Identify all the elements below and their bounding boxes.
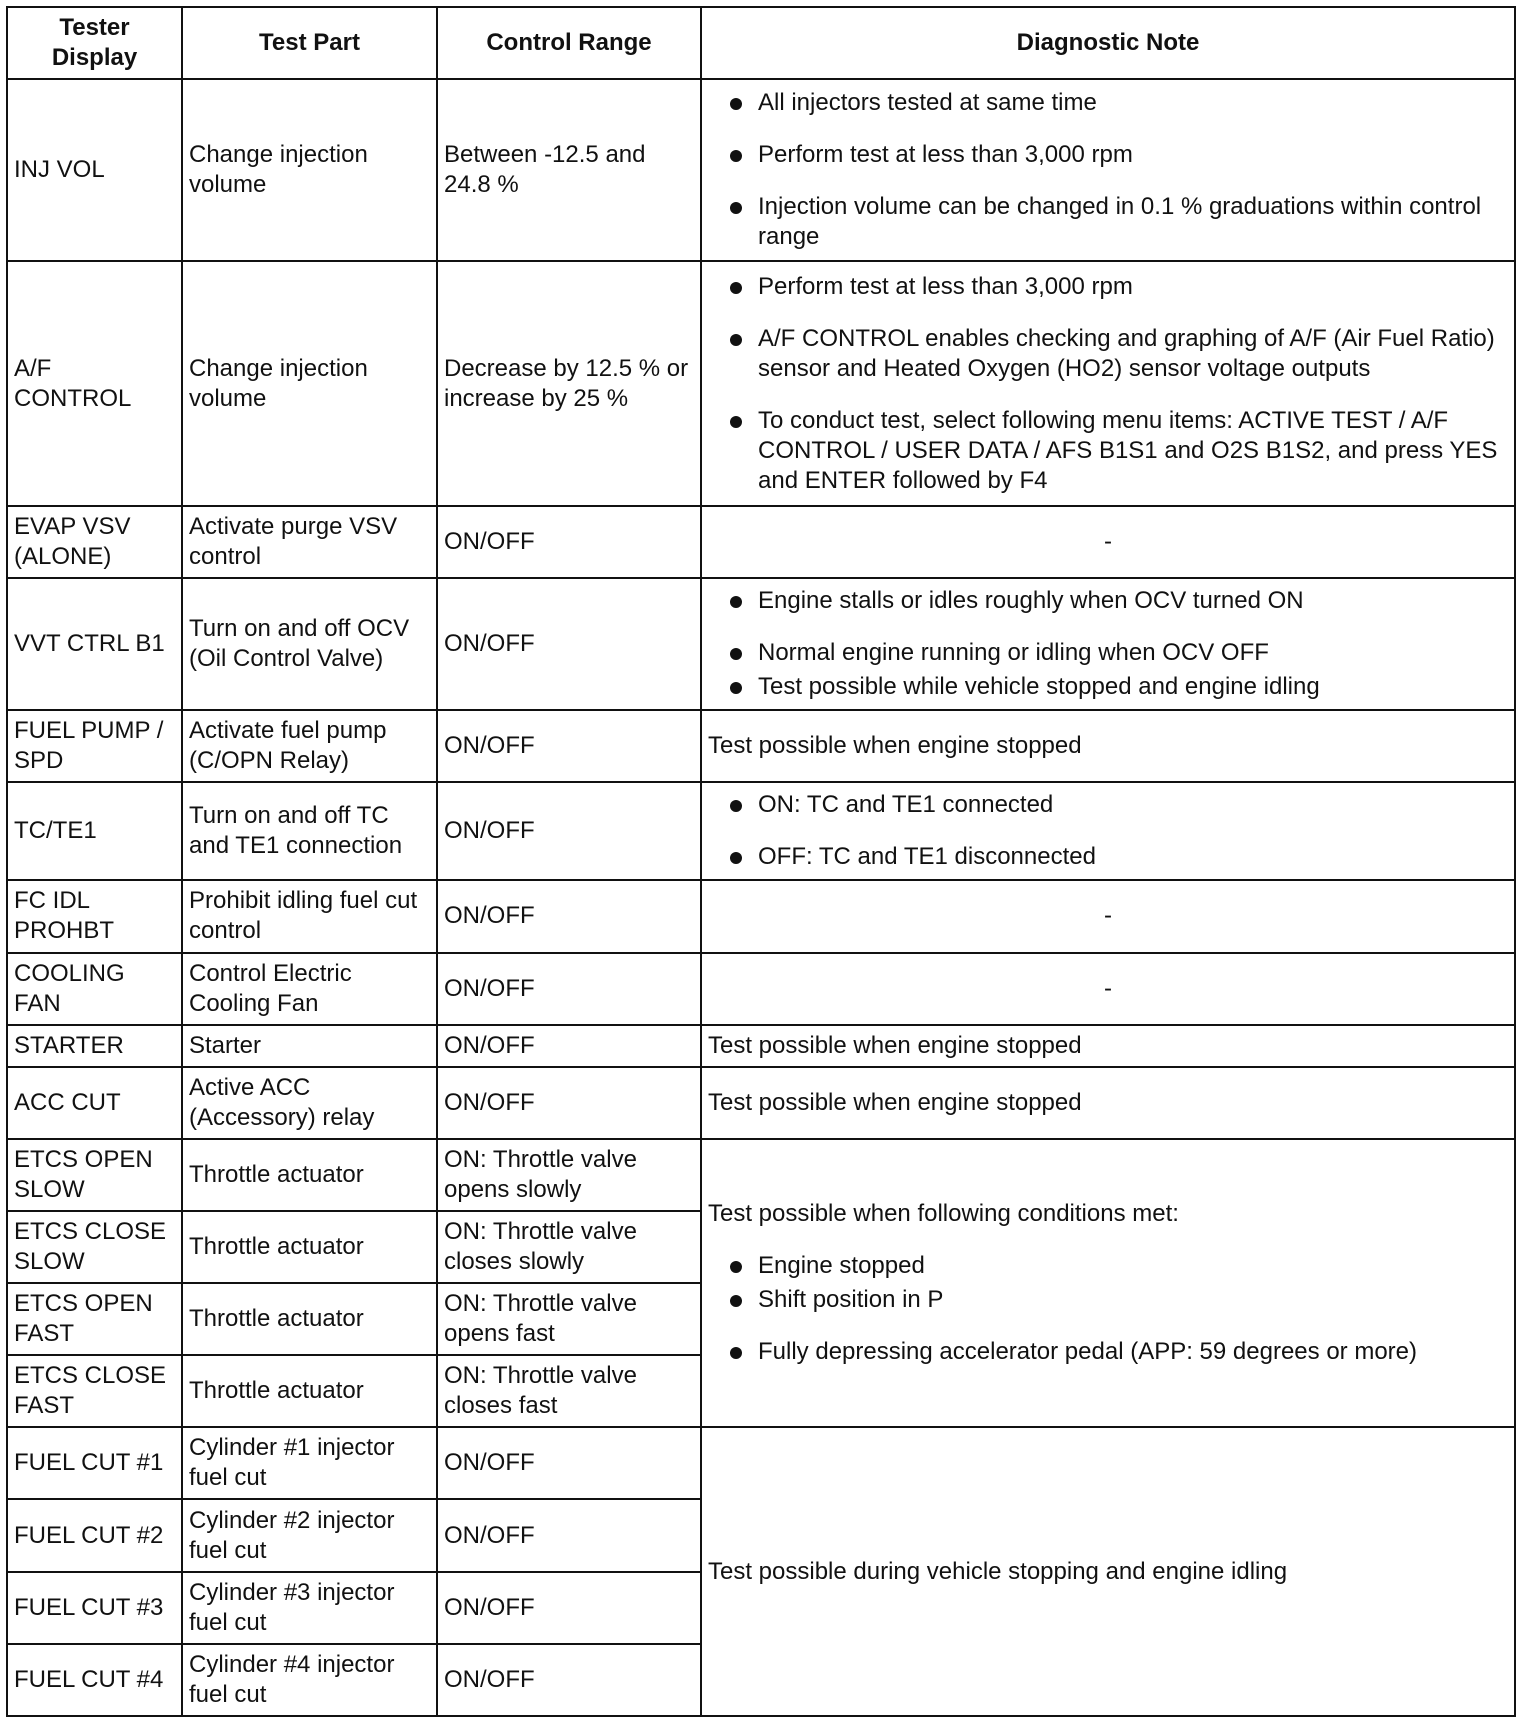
header-tester-display: Tester Display (7, 7, 182, 79)
note-bullet-list (708, 790, 1508, 872)
tester-display-cell: ETCS OPEN FAST (7, 1283, 182, 1355)
control-range-cell: ON/OFF (437, 880, 701, 952)
table-row (7, 1067, 1515, 1139)
tester-display-cell: A/F CONTROL (7, 261, 182, 505)
header-test-part: Test Part (182, 7, 437, 79)
test-part-cell: Active ACC (Accessory) relay (182, 1067, 437, 1139)
control-range-cell: ON/OFF (437, 1572, 701, 1644)
note-bullet: Injection volume can be changed in 0.1 % graduations within control range (708, 192, 1508, 252)
note-bullet: All injectors tested at same time (708, 88, 1508, 118)
test-part-cell: Cylinder #4 injector fuel cut (182, 1644, 437, 1716)
test-part-cell: Activate fuel pump (C/OPN Relay) (182, 710, 437, 782)
control-range-cell: ON: Throttle valve opens fast (437, 1283, 701, 1355)
diagnostic-note-cell (701, 261, 1515, 505)
note-bullet: Fully depressing accelerator pedal (APP: 59 degrees or more) (708, 1337, 1508, 1367)
diagnostic-note-cell: Test possible when engine stopped (701, 1025, 1515, 1067)
table-row (7, 782, 1515, 880)
control-range-cell: ON: Throttle valve opens slowly (437, 1139, 701, 1211)
tester-display-cell: FUEL CUT #2 (7, 1499, 182, 1571)
control-range-cell: Between -12.5 and 24.8 % (437, 79, 701, 261)
test-part-cell: Control Electric Cooling Fan (182, 953, 437, 1025)
note-bullet: Perform test at less than 3,000 rpm (708, 272, 1508, 302)
tester-display-cell: VVT CTRL B1 (7, 578, 182, 710)
test-part-cell: Starter (182, 1025, 437, 1067)
control-range-cell: ON/OFF (437, 953, 701, 1025)
test-part-cell: Cylinder #1 injector fuel cut (182, 1427, 437, 1499)
note-bullet-list (708, 586, 1508, 702)
note-bullet: To conduct test, select following menu items: ACTIVE TEST / A/F CONTROL / USER DATA / AFS B1S1 and O2S B1S2, and press YES and ENTER followed by F4 (708, 406, 1508, 496)
test-part-cell: Throttle actuator (182, 1283, 437, 1355)
diagnostic-note-cell: Test possible when engine stopped (701, 710, 1515, 782)
diagnostic-note-cell (701, 782, 1515, 880)
note-bullet: Test possible while vehicle stopped and engine idling (708, 672, 1508, 702)
diagnostic-note-cell: - (701, 953, 1515, 1025)
note-bullet-list (708, 1251, 1508, 1367)
control-range-cell: ON/OFF (437, 710, 701, 782)
diagnostic-note-cell: Test possible during vehicle stopping and engine idling (701, 1427, 1515, 1716)
control-range-cell: ON/OFF (437, 1499, 701, 1571)
note-bullet: Engine stalls or idles roughly when OCV turned ON (708, 586, 1508, 616)
test-part-cell: Throttle actuator (182, 1355, 437, 1427)
table-row (7, 710, 1515, 782)
diagnostic-note-cell: - (701, 880, 1515, 952)
tester-display-cell: FUEL CUT #1 (7, 1427, 182, 1499)
table-row (7, 1025, 1515, 1067)
control-range-cell: ON/OFF (437, 782, 701, 880)
control-range-cell: ON/OFF (437, 578, 701, 710)
diagnostic-note-cell (701, 79, 1515, 261)
active-test-table (6, 6, 1516, 1717)
test-part-cell: Cylinder #3 injector fuel cut (182, 1572, 437, 1644)
table-row (7, 261, 1515, 505)
header-row (7, 7, 1515, 79)
note-bullet: Normal engine running or idling when OCV OFF (708, 638, 1508, 668)
tester-display-cell: FUEL CUT #4 (7, 1644, 182, 1716)
control-range-cell: ON/OFF (437, 506, 701, 578)
test-part-cell: Activate purge VSV control (182, 506, 437, 578)
tester-display-cell: COOLING FAN (7, 953, 182, 1025)
test-part-cell: Throttle actuator (182, 1139, 437, 1211)
tester-display-cell: ACC CUT (7, 1067, 182, 1139)
tester-display-cell: ETCS CLOSE SLOW (7, 1211, 182, 1283)
test-part-cell: Prohibit idling fuel cut control (182, 880, 437, 952)
test-part-cell: Cylinder #2 injector fuel cut (182, 1499, 437, 1571)
test-part-cell: Turn on and off TC and TE1 connection (182, 782, 437, 880)
note-bullet: Perform test at less than 3,000 rpm (708, 140, 1508, 170)
control-range-cell: ON/OFF (437, 1644, 701, 1716)
note-bullet-list (708, 272, 1508, 496)
diagnostic-note-cell (701, 578, 1515, 710)
test-part-cell: Turn on and off OCV (Oil Control Valve) (182, 578, 437, 710)
test-part-cell: Change injection volume (182, 261, 437, 505)
diagnostic-note-cell: - (701, 506, 1515, 578)
table-row (7, 578, 1515, 710)
tester-display-cell: FUEL PUMP / SPD (7, 710, 182, 782)
tester-display-cell: INJ VOL (7, 79, 182, 261)
table-row (7, 1427, 1515, 1499)
header-control-range: Control Range (437, 7, 701, 79)
table-row (7, 1139, 1515, 1211)
note-bullet: Shift position in P (708, 1285, 1508, 1315)
table-row (7, 880, 1515, 952)
control-range-cell: Decrease by 12.5 % or increase by 25 % (437, 261, 701, 505)
control-range-cell: ON: Throttle valve closes fast (437, 1355, 701, 1427)
tester-display-cell: STARTER (7, 1025, 182, 1067)
tester-display-cell: TC/TE1 (7, 782, 182, 880)
control-range-cell: ON/OFF (437, 1427, 701, 1499)
test-part-cell: Throttle actuator (182, 1211, 437, 1283)
note-bullet-list (708, 88, 1508, 252)
control-range-cell: ON/OFF (437, 1025, 701, 1067)
table-row (7, 506, 1515, 578)
note-intro: Test possible when following conditions met: (708, 1200, 1179, 1228)
tester-display-cell: FUEL CUT #3 (7, 1572, 182, 1644)
note-bullet: A/F CONTROL enables checking and graphing of A/F (Air Fuel Ratio) sensor and Heated Oxygen (HO2) sensor voltage outputs (708, 324, 1508, 384)
tester-display-cell: ETCS OPEN SLOW (7, 1139, 182, 1211)
table-row (7, 79, 1515, 261)
note-bullet: ON: TC and TE1 connected (708, 790, 1508, 820)
diagnostic-note-cell: Test possible when engine stopped (701, 1067, 1515, 1139)
diagnostic-note-cell (701, 1139, 1515, 1428)
header-diagnostic-note: Diagnostic Note (701, 7, 1515, 79)
tester-display-cell: FC IDL PROHBT (7, 880, 182, 952)
note-bullet: OFF: TC and TE1 disconnected (708, 842, 1508, 872)
control-range-cell: ON: Throttle valve closes slowly (437, 1211, 701, 1283)
control-range-cell: ON/OFF (437, 1067, 701, 1139)
tester-display-cell: ETCS CLOSE FAST (7, 1355, 182, 1427)
test-part-cell: Change injection volume (182, 79, 437, 261)
tester-display-cell: EVAP VSV (ALONE) (7, 506, 182, 578)
table-row (7, 953, 1515, 1025)
note-bullet: Engine stopped (708, 1251, 1508, 1281)
